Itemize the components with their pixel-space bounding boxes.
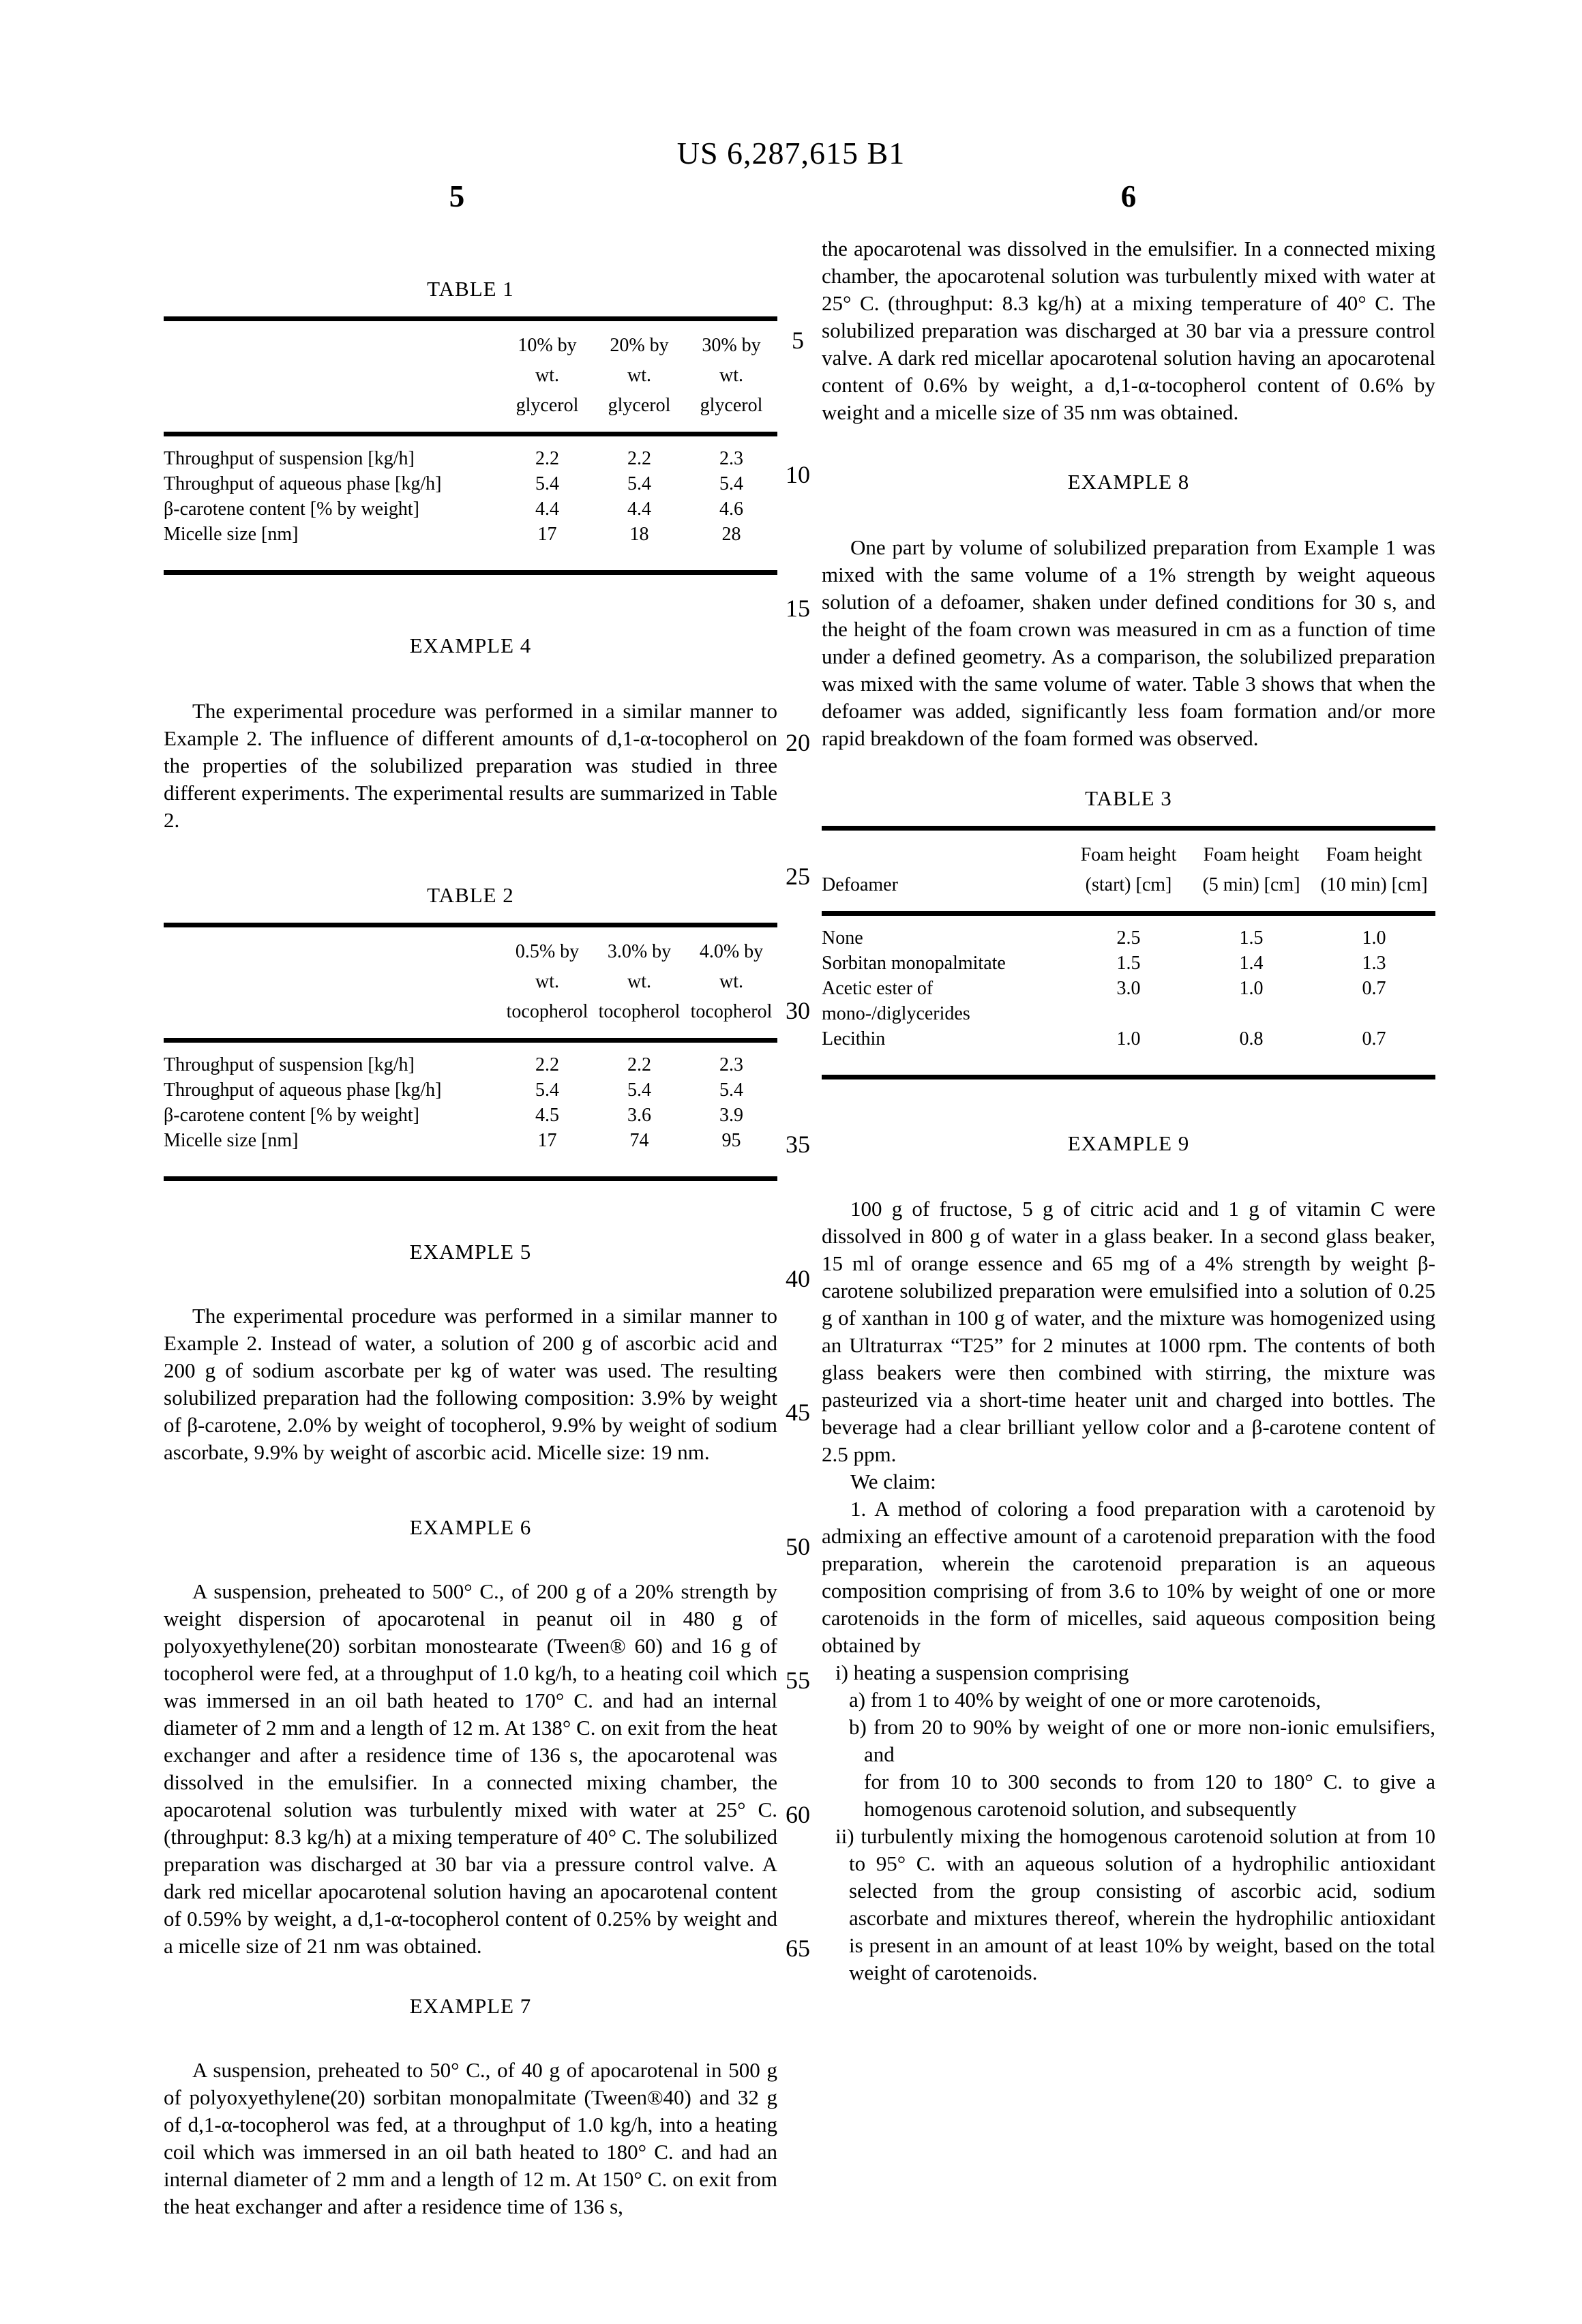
line-number: 30 — [786, 997, 810, 1024]
example7-continuation-paragraph: the apocarotenal was dissolved in the emulsifier. In a connected mixing chamber, the apocarotenal solution was turbulently mixed with water at 25° C. (throughput: 8.3 kg/h) at a mixing temperature of 40° C. The solubilized preparation was discharged at 30 bar via a pressure control valve. A dark red micellar apocarotenal solution having an apocarotenal content of 0.6% by weight, a d,1-α-tocopherol content of 0.6% by weight and a micelle size of 35 nm was obtained. — [822, 237, 1435, 424]
example6-paragraph: A suspension, preheated to 500° C., of 200 g of a 20% strength by weight dispersion of apocarotenal in peanut oil in 480 g of polyoxyethylene(20) sorbitan monostearate (Tween® 60) and 16 g of tocopherol were fed, at a throughput of 1.0 kg/h, to a heating coil which was immersed in an oil bath heated to 170° C. and had an internal diameter of 2 mm and a length of 12 m. At 138° C. on exit from the heat exchanger and after a residence time of 136 s, the apocarotenal was dissolved in the emulsifier. In a connected mixing chamber, the apocarotenal solution was turbulently mixed with water at 25° C. (throughput: 8.3 kg/h) at a mixing temperature of 40° C. The solubilized preparation was discharged at 30 bar via a pressure control valve. A dark red micellar apocarotenal solution having an apocarotenal content of 0.59% by weight, a d,1-α-tocopherol content of 0.25% by weight and a micelle size of 21 nm was obtained. — [164, 1579, 777, 1958]
table1-row3-val2: 4.4 — [627, 498, 651, 520]
table2-row1-val3: 2.3 — [719, 1054, 743, 1075]
table1-row2-val3: 5.4 — [719, 473, 743, 494]
table1-header-label — [164, 319, 501, 434]
claim-step-ii: ii) turbulently mixing the homogenous carotenoid solution at from 10 to 95° C. with an aqueous solution of a hydrophilic antioxidant selected from the group consisting of ascorbic acid, sodium ascorbate and mixtures thereof, wherein the hydrophilic antioxidant is present in an amount of at least 10% by weight, based on the total weight of carotenoids. — [835, 1824, 1435, 1984]
table1-row1-label: Throughput of suspension [kg/h] — [164, 448, 415, 469]
table3-row2-val2: 1.4 — [1239, 953, 1264, 974]
table3-row4-label: Lecithin — [822, 1028, 886, 1049]
line-number: 60 — [786, 1801, 810, 1828]
table1-row3-val3: 4.6 — [719, 498, 743, 520]
table1-header-col2: 20% by wt. glycerol — [593, 319, 685, 434]
table1-header-col3: 30% by wt. glycerol — [685, 319, 777, 434]
table2-row3-val2: 3.6 — [627, 1105, 651, 1126]
table3-header-row — [822, 829, 1435, 914]
table3-row3-val2: 1.0 — [1239, 978, 1264, 999]
table3-row3-label: Acetic ester of mono-/diglycerides — [822, 978, 970, 1024]
table2-row1-val1: 2.2 — [535, 1054, 559, 1075]
example4-heading: EXAMPLE 4 — [409, 634, 532, 657]
left-column — [164, 266, 777, 2220]
table2-title: TABLE 2 — [427, 883, 514, 907]
table-row — [164, 1041, 777, 1078]
table3-row2-label: Sorbitan monopalmitate — [822, 953, 1006, 974]
example9-heading: EXAMPLE 9 — [1067, 1131, 1190, 1155]
table-row — [164, 434, 777, 472]
table-row — [164, 471, 777, 496]
example8-heading: EXAMPLE 8 — [1067, 470, 1190, 494]
example4-paragraph: The experimental procedure was performed in a similar manner to Example 2. The influence of different amounts of d,1-α-tocopherol on the properties of the solubilized preparation was studied in three different experiments. The experimental results are summarized in Table 2. — [164, 699, 777, 832]
table3-header-col3: Foam height (10 min) [cm] — [1313, 829, 1435, 914]
example8-paragraph: One part by volume of solubilized preparation from Example 1 was mixed with the same volume of a 1% strength by weight aqueous solution of a defoamer, shaken under defined conditions for 30 s, and the height of the foam crown was measured in cm as a function of time under a defined geometry. As a comparison, the solubilized preparation was mixed with the same volume of water. Table 3 shows that when the defoamer was added, significantly less foam formation and/or more rapid breakdown of the foam formed was observed. — [822, 535, 1435, 750]
table2-row1-label: Throughput of suspension [kg/h] — [164, 1054, 415, 1075]
table2-row1-val2: 2.2 — [627, 1054, 651, 1075]
table1-header-col1: 10% by wt. glycerol — [501, 319, 593, 434]
table2-header-col2: 3.0% by wt. tocopherol — [593, 925, 685, 1041]
table1-header-row — [164, 319, 777, 434]
line-number: 5 — [792, 327, 804, 354]
table-row — [822, 951, 1435, 976]
table2-row2-label: Throughput of aqueous phase [kg/h] — [164, 1079, 442, 1101]
table3-row1-label: None — [822, 927, 863, 949]
table1-row4-val2: 18 — [629, 524, 649, 545]
table2 — [164, 923, 777, 1181]
table2-row4-val1: 17 — [537, 1130, 557, 1151]
table1-row1-val3: 2.3 — [719, 448, 743, 469]
table1-row4-label: Micelle size [nm] — [164, 524, 299, 545]
claims-section — [822, 1468, 1435, 1986]
table3-header-col2: Foam height (5 min) [cm] — [1190, 829, 1313, 914]
line-number: 10 — [786, 461, 810, 488]
table1-row2-label: Throughput of aqueous phase [kg/h] — [164, 473, 442, 494]
table3-title: TABLE 3 — [1085, 786, 1172, 810]
table-row — [164, 496, 777, 522]
line-number: 25 — [786, 863, 810, 890]
line-number: 45 — [786, 1399, 810, 1426]
table2-header-label — [164, 925, 501, 1041]
table1-row1-val1: 2.2 — [535, 448, 559, 469]
table2-header-col1: 0.5% by wt. tocopherol — [501, 925, 593, 1041]
table3-row1-val1: 2.5 — [1116, 927, 1141, 949]
line-number: 35 — [786, 1131, 810, 1158]
table-row — [164, 522, 777, 573]
claim-1-paragraph: 1. A method of coloring a food preparation with a carotenoid by admixing an effective amount of a carotenoid preparation with the food preparation, wherein the carotenoid preparation is an aqueous composition comprising of from 3.6 to 10% by weight of one or more carotenoids in the form of micelles, said aqueous composition being obtained by — [822, 1497, 1435, 1657]
example7-paragraph: A suspension, preheated to 50° C., of 40 g of apocarotenal in 500 g of polyoxyethylene(20) sorbitan monopalmitate (Tween®40) and 32 g of d,1-α-tocopherol was fed, at a throughput of 1.0 kg/h, into a heating coil which was immersed in an oil bath heated to 180° C. and had an internal diameter of 2 mm and a length of 12 m. At 150° C. on exit from the heat exchanger and after a residence time of 136 s, — [164, 2058, 777, 2218]
table3-header-defoamer: Defoamer — [822, 829, 1067, 914]
table3-row2-val3: 1.3 — [1362, 953, 1386, 974]
column-number-right: 6 — [1120, 179, 1137, 213]
table-row — [164, 1128, 777, 1179]
table3-row1-val3: 1.0 — [1362, 927, 1386, 949]
table2-row2-val3: 5.4 — [719, 1079, 743, 1101]
table3-row3-val3: 0.7 — [1362, 978, 1386, 999]
table1-row1-val2: 2.2 — [627, 448, 651, 469]
example7-heading: EXAMPLE 7 — [409, 1994, 532, 2018]
example5-heading: EXAMPLE 5 — [409, 1240, 532, 1264]
table2-row4-label: Micelle size [nm] — [164, 1130, 299, 1151]
line-number: 40 — [786, 1265, 810, 1292]
table2-row4-val3: 95 — [721, 1130, 741, 1151]
column-number-left: 5 — [449, 179, 465, 213]
line-number: 50 — [786, 1533, 810, 1560]
table2-header-row — [164, 925, 777, 1041]
table3-header-col1: Foam height (start) [cm] — [1067, 829, 1190, 914]
table2-header-col3: 4.0% by wt. tocopherol — [685, 925, 777, 1041]
right-column — [822, 235, 1435, 1986]
table1-title: TABLE 1 — [427, 277, 514, 301]
patent-number-header: US 6,287,615 B1 — [676, 136, 906, 170]
table3 — [822, 826, 1435, 1079]
table-row — [822, 914, 1435, 951]
claim-step-i-b: b) from 20 to 90% by weight of one or more non-ionic emulsifiers, and — [849, 1715, 1435, 1766]
table1-row3-label: β-carotene content [% by weight] — [164, 498, 419, 520]
line-number: 20 — [786, 729, 810, 756]
we-claim-line: We claim: — [850, 1470, 936, 1493]
table1 — [164, 316, 777, 575]
table3-row4-val1: 1.0 — [1116, 1028, 1141, 1049]
table3-row2-val1: 1.5 — [1116, 953, 1141, 974]
table1-row2-val2: 5.4 — [627, 473, 651, 494]
table-row — [164, 1103, 777, 1128]
claim-step-i-a: a) from 1 to 40% by weight of one or more carotenoids, — [849, 1688, 1322, 1712]
claim-step-i: i) heating a suspension comprising — [835, 1660, 1129, 1684]
line-number: 55 — [786, 1667, 810, 1694]
table1-row2-val1: 5.4 — [535, 473, 559, 494]
table1-row3-val1: 4.4 — [535, 498, 559, 520]
table2-row3-val3: 3.9 — [719, 1105, 743, 1126]
table2-row3-val1: 4.5 — [535, 1105, 559, 1126]
line-number: 15 — [786, 595, 810, 622]
table2-row4-val2: 74 — [629, 1130, 649, 1151]
table-row — [822, 976, 1435, 1026]
example9-paragraph: 100 g of fructose, 5 g of citric acid and 1 g of vitamin C were dissolved in 800 g of water in a glass beaker. In a second glass beaker, 15 ml of orange essence and 65 mg of a 4% strength by weight β-carotene solubilized preparation were emulsified into a solution of 0.25 g of xanthan in 100 g of water, and the mixture was homogenized using an Ultraturrax “T25” for 2 minutes at 1000 rpm. The contents of both glass beakers were then combined with stirring, the mixture was pasteurized via a short-time heater unit and charged into bottles. The beverage had a clear brilliant yellow color and a β-carotene content of 2.5 ppm. — [822, 1197, 1435, 1466]
table1-row4-val1: 17 — [537, 524, 557, 545]
example5-paragraph: The experimental procedure was performed in a similar manner to Example 2. Instead of water, a solution of 200 g of ascorbic acid and 200 g of sodium ascorbate per kg of water was used. The resulting solubilized preparation had the following composition: 3.9% by weight of β-carotene, 2.0% by weight of tocopherol, 9.9% by weight of sodium ascorbate, 9.9% by weight of ascorbic acid. Micelle size: 19 nm. — [164, 1304, 777, 1464]
table3-row1-val2: 1.5 — [1239, 927, 1264, 949]
table2-row2-val2: 5.4 — [627, 1079, 651, 1101]
line-number: 65 — [786, 1935, 810, 1962]
table3-row4-val3: 0.7 — [1362, 1028, 1386, 1049]
table3-row3-val1: 3.0 — [1116, 978, 1141, 999]
table2-row2-val1: 5.4 — [535, 1079, 559, 1101]
claim-step-i-duration: for from 10 to 300 seconds to from 120 to 180° C. to give a homogenous carotenoid solution, and subsequently — [864, 1770, 1435, 1821]
table-row — [164, 1077, 777, 1103]
table-row — [822, 1026, 1435, 1077]
example6-heading: EXAMPLE 6 — [409, 1515, 532, 1539]
table3-row4-val2: 0.8 — [1239, 1028, 1264, 1049]
table1-row4-val3: 28 — [721, 524, 741, 545]
table2-row3-label: β-carotene content [% by weight] — [164, 1105, 419, 1126]
